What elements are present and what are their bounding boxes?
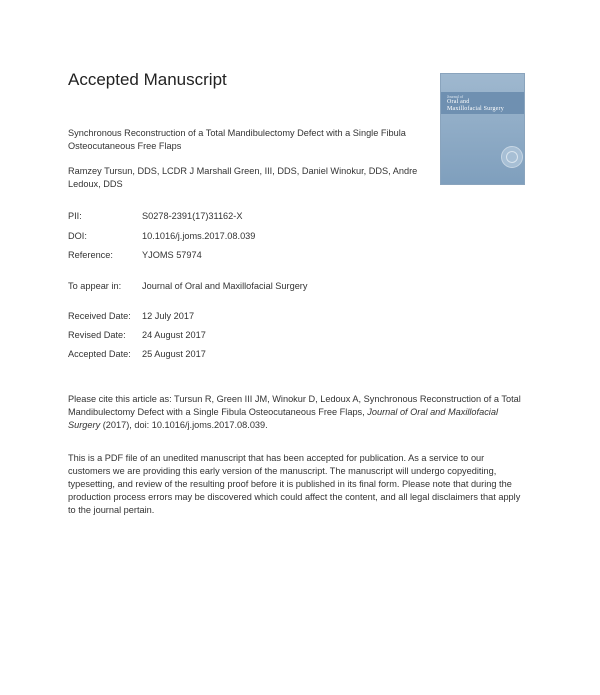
revised-value: 24 August 2017 xyxy=(142,330,206,340)
article-authors: Ramzey Tursun, DDS, LCDR J Marshall Green, III, DDS, Daniel Winokur, DDS, Andre Ledoux, DDS xyxy=(68,166,418,189)
page-heading: Accepted Manuscript xyxy=(68,70,227,89)
reference-row xyxy=(68,250,538,262)
doi-link[interactable]: 10.1016/j.joms.2017.08.039 xyxy=(142,231,256,241)
citation-paragraph xyxy=(68,393,528,432)
received-label: Received Date: xyxy=(68,311,131,321)
appear-label: To appear in: xyxy=(68,281,122,291)
article-title: Synchronous Reconstruction of a Total Mandibulectomy Defect with a Single Fibula Osteocutaneous Free Flaps xyxy=(68,128,406,151)
reference-label: Reference: xyxy=(68,250,113,260)
appear-row xyxy=(68,281,538,293)
doi-label: DOI: xyxy=(68,231,87,241)
cover-seal-icon xyxy=(501,146,523,168)
pii-row xyxy=(68,211,538,223)
disclaimer-paragraph: This is a PDF file of an unedited manuscript that has been accepted for publication. As a service to our customers we are providing this early version of the manuscript. The manuscript will undergo copyediting, typesetting, and review of the resulting proof before it is published in its final form. Please note that during the production process errors may be discovered which could affect the content, and all legal disclaimers that apply to the journal pertain. xyxy=(68,453,521,515)
received-value: 12 July 2017 xyxy=(142,311,195,321)
accepted-value: 25 August 2017 xyxy=(142,349,206,359)
citation-suffix: (2017), doi: 10.1016/j.joms.2017.08.039. xyxy=(100,420,268,430)
accepted-row xyxy=(68,349,538,361)
cover-line-3: Maxillofacial Surgery xyxy=(447,106,504,112)
accepted-label: Accepted Date: xyxy=(68,349,131,359)
cover-line-1: Journal of xyxy=(447,94,464,99)
doi-row xyxy=(68,231,538,243)
pii-value: S0278-2391(17)31162-X xyxy=(142,211,243,221)
cover-line-2: Oral and xyxy=(447,99,470,105)
journal-cover-image xyxy=(440,73,525,185)
reference-value: YJOMS 57974 xyxy=(142,250,202,260)
revised-row xyxy=(68,330,538,342)
pii-label: PII: xyxy=(68,211,82,221)
citation-journal: Journal of Oral and Maxillofacial Surgery xyxy=(68,407,498,430)
revised-label: Revised Date: xyxy=(68,330,126,340)
received-row xyxy=(68,311,538,323)
citation-prefix: Please cite this article as: Tursun R, Green III JM, Winokur D, Ledoux A, Synchronous Reconstruction of a Total Mandibulectomy Defect with a Single Fibula Osteocutaneous Free Flaps, xyxy=(68,394,521,417)
appear-journal: Journal of Oral and Maxillofacial Surgery xyxy=(142,281,308,291)
